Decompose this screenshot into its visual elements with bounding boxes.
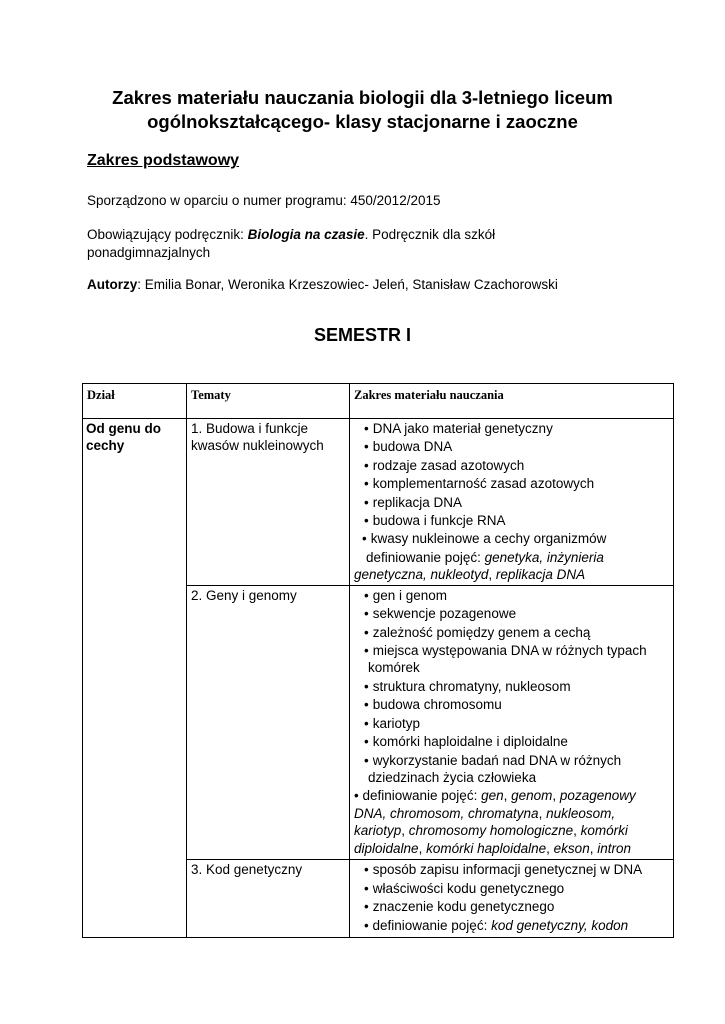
list-item: • replikacja DNA: [354, 494, 669, 512]
list-item: • kwasy nukleinowe a cechy organizmów: [354, 530, 669, 548]
definitions-paragraph: • definiowanie pojęć: gen, genom, pozagenowy DNA, chromosom, chromatyna, nukleosom, kariotyp, chromosomy homologiczne, komórki diploidalne, komórki haploidalne, ekson, intron: [354, 788, 636, 856]
topic-cell: [187, 860, 350, 938]
definitions-terms: genetyka, inżynieria: [484, 549, 604, 565]
definition-term: kariotyp: [354, 823, 402, 839]
definition-term: ekson: [553, 840, 590, 856]
list-item: • gen i genom: [354, 587, 669, 605]
authors-list: : Emilia Bonar, Weronika Krzeszowiec- Jeleń, Stanisław Czachorowski: [137, 277, 558, 292]
authors-label: Autorzy: [87, 277, 138, 292]
definition-term: komórki: [580, 823, 628, 839]
definitions-label: definiowanie pojęć:: [366, 549, 485, 565]
authors-info: [87, 276, 558, 294]
list-item: • budowa chromosomu: [354, 696, 669, 714]
topic-title: 2. Geny i genomy: [191, 587, 297, 603]
list-item: • zależność pomiędzy genem a cechą: [354, 624, 669, 642]
scope-cell: [350, 860, 674, 938]
textbook-prefix: Obowiązujący podręcznik:: [87, 227, 248, 242]
definitions-label: definiowanie pojęć:: [362, 788, 482, 804]
topic-cell: [187, 419, 350, 586]
scope-cell: [350, 585, 674, 859]
textbook-title: Biologia na czasie: [247, 227, 365, 242]
title-line-1: Zakres materiału nauczania biologii dla 3-letniego liceum: [112, 87, 613, 108]
header-dzial: Dział: [83, 384, 187, 419]
definition-term: gen: [481, 788, 504, 804]
section-cell: [83, 419, 187, 938]
title-line-2: ogólnokształcącego- klasy stacjonarne i zaoczne: [147, 111, 578, 132]
list-item: • właściwości kodu genetycznego: [354, 880, 669, 898]
textbook-info: [87, 226, 557, 262]
definition-term: genom: [511, 788, 553, 804]
page-title: [60, 86, 665, 134]
topic-title: 1. Budowa i funkcje kwasów nukleinowych: [191, 421, 324, 453]
definitions-separator: ,: [488, 566, 496, 582]
definitions-paragraph: • definiowanie pojęć: kod genetyczny, kodon: [364, 917, 629, 933]
definition-term: pozagenowy: [559, 788, 636, 804]
list-item: • komplementarność zasad azotowych: [354, 475, 669, 493]
definition-term: nukleosom,: [546, 805, 616, 821]
list-item: • znaczenie kodu genetycznego: [354, 898, 669, 916]
scope-cell: [350, 419, 674, 586]
table-row: [83, 419, 674, 586]
header-tematy: Tematy: [187, 384, 350, 419]
semester-heading: SEMESTR I: [313, 325, 411, 345]
definition-term: intron: [597, 840, 631, 856]
definitions-label: definiowanie pojęć:: [372, 917, 492, 933]
definition-term: chromosomy homologiczne: [408, 823, 574, 839]
curriculum-table: [82, 383, 674, 938]
list-item: • sekwencje pozagenowe: [354, 605, 669, 623]
topic-title: 3. Kod genetyczny: [191, 862, 303, 878]
list-item-continuation: dziedzinach życia człowieka: [368, 769, 537, 785]
list-item-continuation: komórek: [368, 660, 420, 676]
section-name: Od genu do cechy: [86, 421, 161, 453]
definitions-terms-3: replikacja DNA: [495, 566, 586, 582]
header-zakres: Zakres materiału nauczania: [350, 384, 674, 419]
table-header-row: [83, 384, 674, 419]
list-item: • sposób zapisu informacji genetycznej w DNA: [354, 861, 669, 879]
list-item: • kariotyp: [354, 715, 669, 733]
list-item: • DNA jako materiał genetyczny: [354, 420, 669, 438]
definition-term: DNA, chromosom, chromatyna: [354, 805, 539, 821]
definition-term: komórki haploidalne: [426, 840, 547, 856]
definitions-terms-2: genetyczna, nukleotyd: [354, 566, 489, 582]
topic-cell: [187, 585, 350, 859]
list-item: • struktura chromatyny, nukleosom: [354, 678, 669, 696]
list-item: • wykorzystanie badań nad DNA w różnych: [354, 752, 669, 770]
definitions-paragraph: [354, 549, 669, 583]
list-item: • budowa DNA: [354, 438, 669, 456]
list-item: • rodzaje zasad azotowych: [354, 457, 669, 475]
list-item: • miejsca występowania DNA w różnych typach: [354, 642, 669, 660]
list-item: • komórki haploidalne i diploidalne: [354, 733, 669, 751]
textbook-suffix: . Podręcznik dla szkół ponadgimnazjalnych: [87, 227, 496, 260]
definitions-terms: kod genetyczny, kodon: [491, 917, 629, 933]
program-number-text: Sporządzono w oparciu o numer programu: 450/2012/2015: [87, 193, 441, 208]
definition-term: diploidalne: [354, 840, 419, 856]
list-item: • budowa i funkcje RNA: [354, 512, 669, 530]
section-heading: Zakres podstawowy: [87, 152, 240, 169]
